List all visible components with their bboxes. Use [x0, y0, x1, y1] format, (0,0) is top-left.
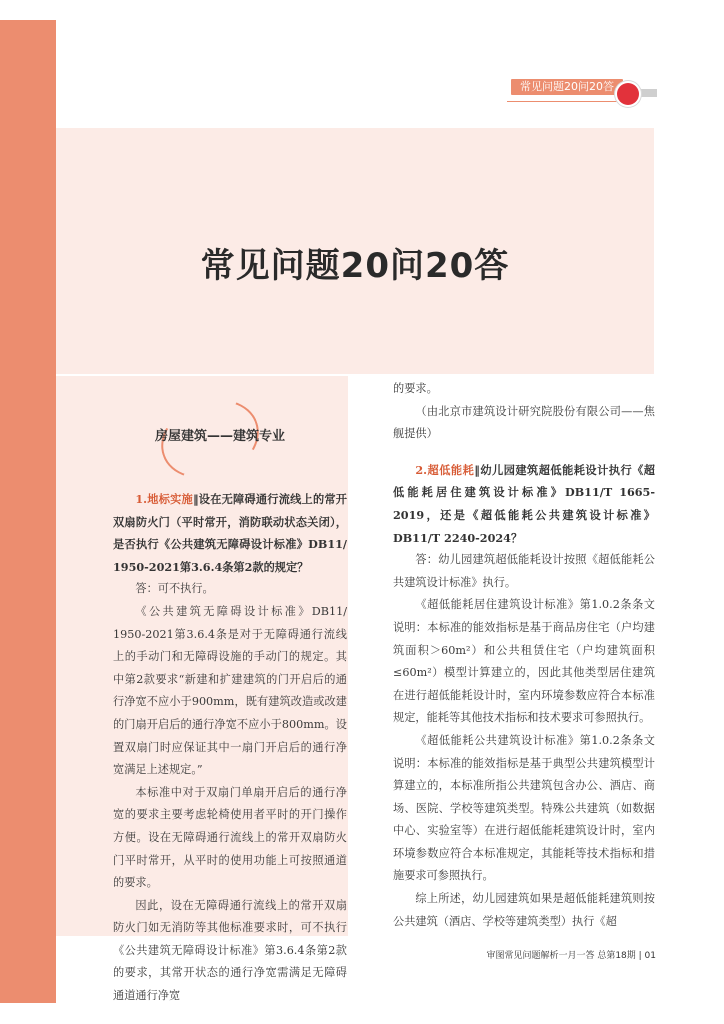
credit-line: （由北京市建筑设计研究院股份有限公司——焦舰提供）: [393, 404, 655, 441]
paragraph-continuation: 的要求。: [393, 382, 438, 395]
paragraph: 《公共建筑无障碍设计标准》DB11/ 1950-2021第3.6.4条是对于无障碍通行流线上的手动门和无障碍设施的手动门的规定。其中第2款要求“新建和扩建建筑的门开启后的通行净宽不应小于900mm，既有建筑改造或改建的门扇开启后的通行净宽不应小于800mm。设置双扇门时应保证其中一扇门开启后的通行净宽满足上述规定。”: [113, 604, 347, 777]
page-footer: 审图常见问题解析一月一答 总第18期 | 01: [486, 951, 656, 961]
paragraph: 《超低能耗公共建筑设计标准》第1.0.2条条文说明：本标准的能效指标是基于典型公共建筑模型计算建立的，本标准所指公共建筑包含办公、酒店、商场、医院、学校等建筑类型。特殊公共建筑（如数据中心、实验室等）在进行超低能耗建筑设计时，室内环境参数应符合本标准规定，其能耗等技术指标和措施要求可参照执行。: [393, 733, 655, 883]
question-2-text: 幼儿园建筑超低能耗设计执行《超低能耗居住建筑设计标准》DB11/T 1665-2019，还是《超低能耗公共建筑设计标准》DB11/T 2240-2024？: [393, 462, 655, 545]
right-column: [393, 378, 655, 933]
header-red-dot: [617, 83, 639, 105]
answer-1: 答：可不执行。: [135, 582, 214, 596]
question-2: 2.超低能耗‖幼儿园建筑超低能耗设计执行《超低能耗居住建筑设计标准》DB11/T 1665-2019，还是《超低能耗公共建筑设计标准》DB11/T 2240-2024？: [393, 462, 655, 545]
header-rule: [507, 101, 617, 102]
paragraph: 因此，设在无障碍通行流线上的常开双扇防火门如无消防等其他标准要求时，可不执行《公共建筑无障碍设计标准》第3.6.4条第2款的要求，其常开状态的通行净宽需满足无障碍通道通行净宽: [113, 898, 347, 1003]
header-tag-label: 常见问题20问20答: [511, 79, 623, 95]
question-1-text: 设在无障碍通行流线上的常开双扇防火门（平时常开，消防联动状态关闭），是否执行《公共建筑无障碍设计标准》DB11/ 1950-2021第3.6.4条第2款的规定？: [113, 492, 347, 574]
section-heading-text: 房屋建筑——建筑专业: [154, 429, 285, 444]
question-2-number: 2.超低能耗: [415, 462, 475, 477]
section-heading: [120, 395, 320, 475]
question-1-number: 1.地标实施: [135, 492, 193, 506]
question-1: 1.地标实施‖设在无障碍通行流线上的常开双扇防火门（平时常开，消防联动状态关闭），是否执行《公共建筑无障碍设计标准》DB11/ 1950-2021第3.6.4条第2款的规定？: [113, 492, 347, 574]
header-tag: [507, 73, 657, 113]
left-color-band: [0, 20, 56, 1003]
answer-2: 答：幼儿园建筑超低能耗设计按照《超低能耗公共建筑设计标准》执行。: [393, 553, 655, 589]
page-title: 常见问题20问20答: [200, 246, 510, 286]
left-column: [113, 488, 347, 1008]
paragraph: 本标准中对于双扇门单扇开启后的通行净宽的要求主要考虑轮椅使用者平时的开门操作方便。设在无障碍通行流线上的常开双扇防火门平时常开，从平时的使用功能上可按照通道的要求。: [113, 785, 347, 890]
paragraph: 《超低能耗居住建筑设计标准》第1.0.2条条文说明：本标准的能效指标是基于商品房住宅（户均建筑面积＞60m²）和公共租赁住宅（户均建筑面积≤60m²）模型计算建立的，因此其他类型居住建筑在进行超低能耗设计时，室内环境参数应符合本标准规定，能耗等其他技术指标和技术要求可参照执行。: [393, 598, 655, 725]
paragraph: 综上所述，幼儿园建筑如果是超低能耗建筑则按公共建筑（酒店、学校等建筑类型）执行《超: [393, 892, 655, 928]
